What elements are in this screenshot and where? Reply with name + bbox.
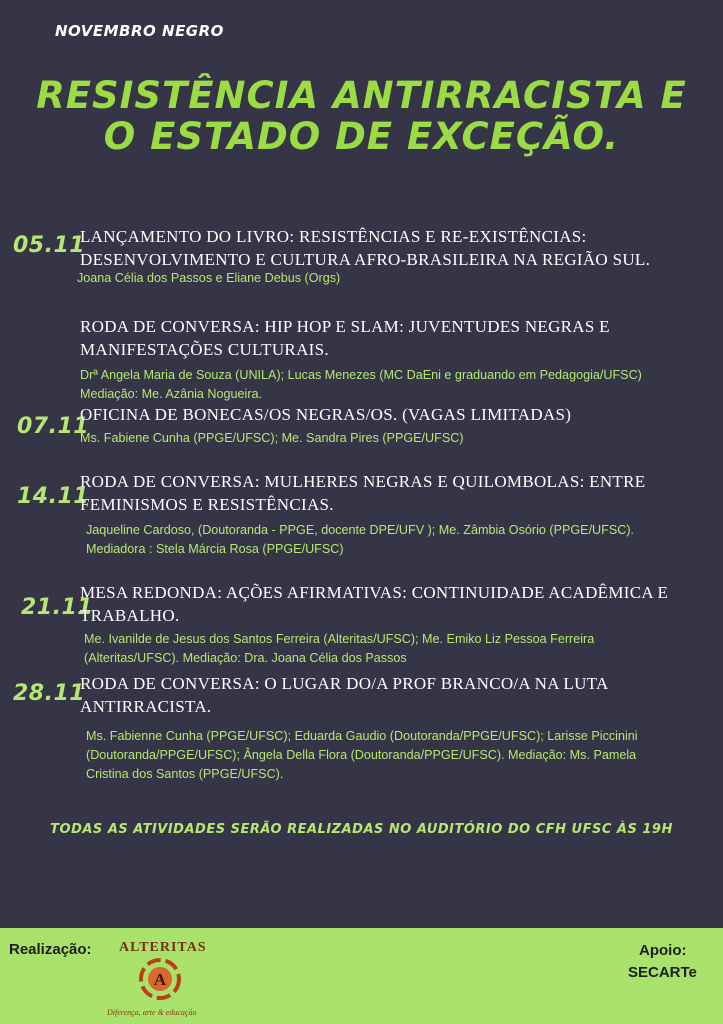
event-title: MESA REDONDA: AÇÕES AFIRMATIVAS: CONTINUIDADE ACADÊMICA E [80, 583, 669, 602]
event-people [77, 269, 340, 288]
event-title: DESENVOLVIMENTO E CULTURA AFRO-BRASILEIRA NA REGIÃO SUL. [80, 250, 651, 269]
event-date: 21.11 [21, 595, 94, 620]
event-title: RODA DE CONVERSA: O LUGAR DO/A PROF BRANCO/A NA LUTA [80, 674, 609, 693]
event-4 [80, 470, 645, 516]
people-line: Mediação: Me. Azânia Nogueira. [80, 387, 263, 401]
sponsor-band [0, 928, 723, 1024]
event-3 [80, 403, 571, 426]
people-line: Ms. Fabienne Cunha (PPGE/UFSC); Eduarda Gaudio (Doutoranda/PPGE/UFSC); Larisse Piccinini [86, 729, 638, 743]
event-title: OFICINA DE BONECAS/OS NEGRAS/OS. (VAGAS LIMITADAS) [80, 405, 572, 424]
people-line: Ms. Fabiene Cunha (PPGE/UFSC); Me. Sandra Pires (PPGE/UFSC) [80, 431, 464, 445]
people-line: Cristina dos Santos (PPGE/UFSC). [86, 767, 284, 781]
event-people [86, 727, 638, 784]
event-date: 14.11 [17, 484, 90, 509]
alteritas-logo [105, 936, 215, 1022]
logo-letter: A [153, 970, 167, 989]
people-line: (Doutoranda/PPGE/UFSC); Ângela Della Flora (Doutoranda/PPGE/UFSC). Mediação: Ms. Pamela [86, 748, 637, 762]
event-5 [80, 581, 668, 627]
people-line: Drª Angela Maria de Souza (UNILA); Lucas Menezes (MC DaEni e graduando em Pedagogia/UFSC) [80, 368, 642, 382]
logo-wordmark: ALTERITAS [119, 940, 207, 955]
title-line-1: RESISTÊNCIA ANTIRRACISTA E [36, 74, 687, 117]
event-title: TRABALHO. [80, 606, 180, 625]
event-people [84, 630, 594, 668]
event-1 [80, 225, 650, 271]
apoio-label: Apoio: [639, 942, 687, 959]
event-people [80, 429, 464, 448]
people-line: Me. Ivanilde de Jesus dos Santos Ferreira (Alteritas/UFSC); Me. Emiko Liz Pessoa Ferreira [84, 632, 595, 646]
event-date: 05.11 [13, 233, 86, 258]
logo-emblem-icon [138, 956, 182, 1002]
kicker: NOVEMBRO NEGRO [55, 22, 224, 40]
event-title: RODA DE CONVERSA: MULHERES NEGRAS E QUILOMBOLAS: ENTRE [80, 472, 646, 491]
event-title: ANTIRRACISTA. [80, 697, 212, 716]
event-title: FEMINISMOS E RESISTÊNCIAS. [80, 495, 334, 514]
people-line: (Alteritas/UFSC). Mediação: Dra. Joana Célia dos Passos [84, 651, 407, 665]
title-line-2: O ESTADO DE EXCEÇÃO. [103, 115, 620, 158]
event-people [86, 521, 634, 559]
logo-tagline: Diferença, arte & educação [107, 1008, 197, 1017]
people-line: Joana Célia dos Passos e Eliane Debus (Orgs) [77, 271, 341, 285]
venue-note: TODAS AS ATIVIDADES SERÃO REALIZADAS NO AUDITÓRIO DO CFH UFSC ÀS 19H [50, 822, 673, 837]
event-title: MANIFESTAÇÕES CULTURAIS. [80, 340, 329, 359]
apoio-name: SECARTe [628, 964, 697, 981]
event-6 [80, 672, 609, 718]
event-2 [80, 315, 610, 361]
event-date: 07.11 [17, 414, 90, 439]
event-people [80, 366, 642, 404]
people-line: Mediadora : Stela Márcia Rosa (PPGE/UFSC) [86, 542, 344, 556]
realizacao-label: Realização: [9, 941, 92, 958]
event-date: 28.11 [13, 681, 86, 706]
people-line: Jaqueline Cardoso, (Doutoranda - PPGE, docente DPE/UFV ); Me. Zâmbia Osório (PPGE/UFSC). [86, 523, 635, 537]
event-title: RODA DE CONVERSA: HIP HOP E SLAM: JUVENTUDES NEGRAS E [80, 317, 610, 336]
event-title: LANÇAMENTO DO LIVRO: RESISTÊNCIAS E RE-EXISTÊNCIAS: [80, 227, 587, 246]
